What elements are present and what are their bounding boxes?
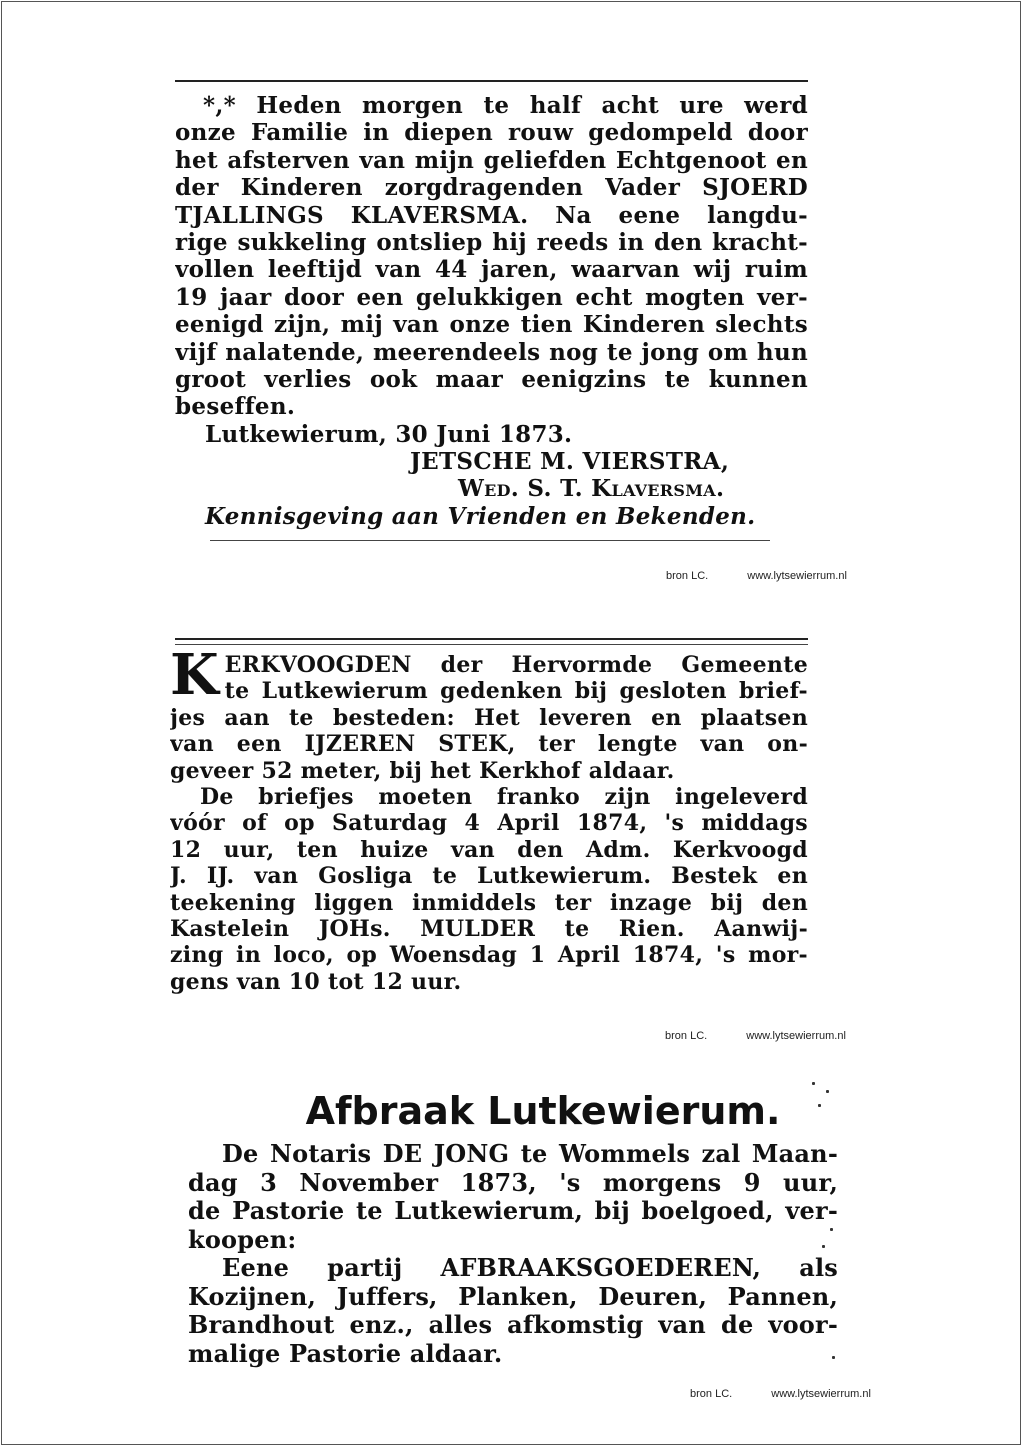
- notice-line: onze Familie in diepen rouw gedompeld door: [175, 119, 808, 147]
- afbraak-headline: Afbraak Lutkewierum.: [305, 1089, 781, 1133]
- auction-line: Eene partij AFBRAAKSGOEDEREN, als: [222, 1254, 838, 1282]
- notice-line: eenigd zijn, mij van onze tien Kinderen slechts: [175, 311, 808, 339]
- death-notice-clipping: [175, 92, 808, 530]
- scan-speck: [832, 1356, 835, 1359]
- notice-line: 19 jaar door een gelukkigen echt mogten ver-: [175, 283, 808, 311]
- auction-line: malige Pastorie aldaar.: [188, 1339, 503, 1368]
- scan-speck: [818, 1104, 821, 1107]
- tender-line: geveer 52 meter, bij het Kerkhof aldaar.: [170, 757, 675, 784]
- source-url: www.lytsewierrum.nl: [747, 570, 847, 582]
- source-url: www.lytsewierrum.nl: [771, 1388, 871, 1400]
- scan-speck: [822, 1245, 825, 1248]
- notice-place-date: Lutkewierum, 30 Juni 1873.: [205, 420, 573, 448]
- tender-line: 12 uur, ten huize van den Adm. Kerkvoogd: [170, 836, 808, 863]
- source-label: bron LC.: [665, 1030, 708, 1042]
- kerkvoogden-tender-clipping: [170, 642, 808, 995]
- source-label: bron LC.: [666, 570, 709, 582]
- tender-line: J. IJ. van Gosliga te Lutkewierum. Bestek en: [170, 863, 808, 890]
- notice-line: vollen leeftijd van 44 jaren, waarvan wij ruim: [175, 256, 808, 284]
- tender-line: zing in loco, op Woensdag 1 April 1874, 's mor-: [170, 942, 808, 969]
- tender-line: vóór of op Saturdag 4 April 1874, 's middags: [170, 810, 808, 837]
- auction-line: koopen:: [188, 1225, 297, 1254]
- notice-line: der Kinderen zorgdragenden Vader SJOERD: [175, 174, 808, 202]
- clip2-top-rule: [175, 638, 808, 640]
- notice-line: groot verlies ook maar eenigzins te kunnen: [175, 365, 808, 393]
- tender-line: De briefjes moeten franko zijn ingeleverd: [200, 783, 808, 810]
- notice-line: het afsterven van mijn geliefden Echtgenoot en: [175, 146, 808, 174]
- auction-line: de Pastorie te Lutkewierum, bij boelgoed, ver-: [188, 1197, 838, 1225]
- tender-line: ERKVOOGDEN der Hervormde Gemeente: [224, 652, 808, 678]
- tender-line: te Lutkewierum gedenken bij gesloten brief-: [224, 678, 808, 705]
- scan-speck: [812, 1082, 815, 1085]
- source-credit-2: [665, 1030, 846, 1042]
- notice-line: rige sukkeling ontsliep hij reeds in den kracht-: [175, 228, 808, 256]
- auction-line: Kozijnen, Juffers, Planken, Deuren, Pannen,: [188, 1282, 838, 1311]
- clip1-bottom-rule: [210, 540, 770, 541]
- afbraak-auction-clipping: [188, 1082, 838, 1368]
- notice-footer: Kennisgeving aan Vrienden en Bekenden.: [205, 502, 756, 530]
- source-credit-3: [690, 1388, 871, 1400]
- tender-line: gens van 10 tot 12 uur.: [170, 968, 462, 995]
- source-credit-1: [666, 570, 847, 582]
- scan-speck: [830, 1228, 833, 1231]
- notice-line: TJALLINGS KLAVERSMA. Na eene langdu-: [175, 201, 808, 229]
- tender-line: van een IJZEREN STEK, ter lengte van on-: [170, 731, 808, 758]
- notice-line: beseffen.: [175, 393, 296, 421]
- notice-signer: JETSCHE M. VIERSTRA,: [410, 448, 730, 476]
- auction-line: Brandhout enz., alles afkomstig van de voor-: [188, 1311, 838, 1339]
- clip1-top-rule: [175, 80, 808, 82]
- notice-line: *,* Heden morgen te half acht ure werd: [203, 92, 808, 119]
- source-label: bron LC.: [690, 1388, 733, 1400]
- tender-line: jes aan te besteden: Het leveren en plaatsen: [170, 704, 808, 731]
- auction-line: dag 3 November 1873, 's morgens 9 uur,: [188, 1168, 838, 1197]
- tender-line: Kastelein JOHs. MULDER te Rien. Aanwij-: [170, 915, 808, 942]
- auction-line: De Notaris DE JONG te Wommels zal Maan-: [222, 1140, 838, 1168]
- notice-signer-sub: Wed. S. T. Klaversma.: [458, 475, 725, 503]
- source-url: www.lytsewierrum.nl: [746, 1030, 846, 1042]
- tender-line: teekening liggen inmiddels ter inzage bij den: [170, 889, 808, 916]
- drop-cap: K: [170, 642, 219, 708]
- notice-line: vijf nalatende, meerendeels nog te jong om hun: [175, 338, 808, 366]
- clip2-top-rule-2: [175, 644, 808, 645]
- scan-speck: [826, 1090, 829, 1093]
